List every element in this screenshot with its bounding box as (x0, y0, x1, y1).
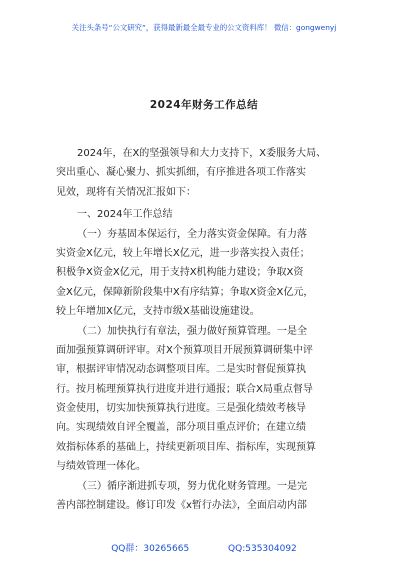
document-line: （三）循序渐进抓专项，努力优化财务管理。一是完 (77, 480, 307, 492)
document-line: 效指标体系的基础上，持续更新项目库、指标库，实现预算 (56, 441, 316, 453)
document-line: 善内部控制建设。修订印发《x暂行办法》，全面启动内部 (56, 500, 307, 512)
document-line: 行。按月梳理预算执行进度并进行通报；联合X局重点督导 (56, 383, 313, 395)
document-line: 一、2024年工作总结 (77, 209, 173, 221)
document-line: 资金使用，切实加快预算执行进度。三是强化绩效考核导 (56, 403, 306, 415)
header-banner: 关注头条号“公文研究”，获得最新最全最专业的公文资料库！ 微信：gongwenyj (71, 23, 337, 32)
document-title: 2024年财务工作总结 (149, 99, 259, 111)
document-line: 审，根据评审情况动态调整项目库。二是实时督促预算执 (56, 364, 306, 376)
document-body (56, 144, 366, 515)
document-line: （二）加快执行有章法，强力做好预算管理。一是全 (77, 325, 307, 337)
document-line: （一）夯基固本保运行，全力落实资金保障。有力落 (77, 228, 307, 240)
document-line: 与绩效管理一体化。 (56, 461, 146, 473)
document-line: 面加强预算调研评审。对X个预算项目开展预算调研集中评 (56, 344, 313, 356)
document-line: 积极争X资金X亿元，用于支持X机构能力建设；争取X资 (56, 267, 304, 279)
document-line: 实资金X亿元，较上年增长X亿元，进一步落实投入责任； (56, 247, 310, 259)
document-line: 见效，现将有关情况汇报如下： (56, 186, 196, 198)
document-line: 金X亿元，保障新阶段集中X有序结算；争取X资金X亿元， (56, 286, 314, 298)
document-line: 2024年，在X的坚强领导和大力支持下，X委服务大局、 (77, 148, 327, 159)
document-line: 较上年增加X亿元，支持市级X基础设施建设。 (56, 306, 260, 318)
document-line: 向。实现绩效自评全覆盖，部分项目重点评价；在建立绩 (56, 422, 306, 434)
footer-qq-contact: QQ:535304092 (228, 544, 297, 554)
document-line: 突出重心、凝心聚力、抓实抓细，有序推进各项工作落实 (56, 167, 306, 179)
footer-qq-group: QQ群：30265665 (111, 544, 190, 554)
footer (0, 541, 408, 554)
